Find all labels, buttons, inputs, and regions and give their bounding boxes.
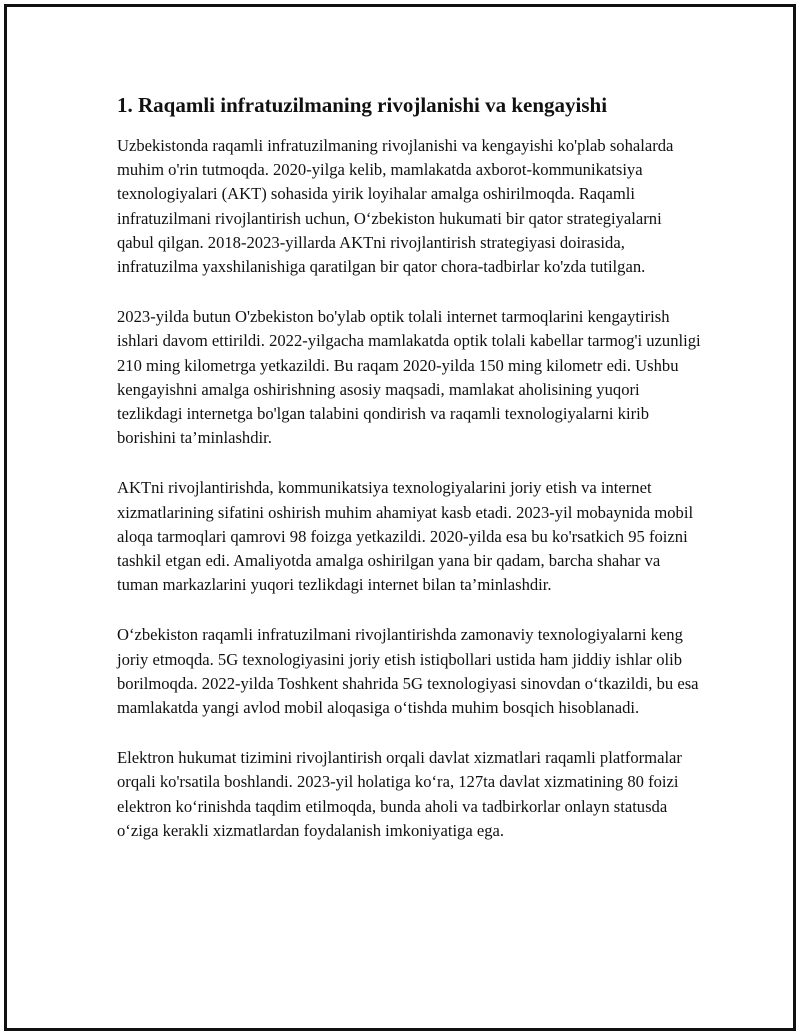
paragraph-5: Elektron hukumat tizimini rivojlantirish orqali davlat xizmatlari raqamli platformalar orqali ko'rsatila boshlandi. 2023-yil holatiga ko‘ra, 127ta davlat xizmatining 80 foizi elektron ko‘rinishda taqdim etilmoqda, bunda aholi va tadbirkorlar onlayn statusda o‘ziga kerakli xizmatlardan foydalanish imkoniyatiga ega. [117,748,682,840]
paragraph-1: Uzbekistonda raqamli infratuzilmaning rivojlanishi va kengayishi ko'plab sohalarda muhim o'rin tutmoqda. 2020-yilga kelib, mamlakatda axborot-kommunikatsiya texnologiyalari (AKT) sohasida yirik loyihalar amalga oshirilmoqda. Raqamli infratuzilmani rivojlantirish uchun, O‘zbekiston hukumati bir qator strategiyalarni qabul qilgan. 2018-2023-yillarda AKTni rivojlantirish strategiyasi doirasida, infratuzilma yaxshilanishiga qaratilgan bir qator chora-tadbirlar ko'zda tutilgan. [117,136,674,277]
document-body [117,90,702,843]
paragraph-3: AKTni rivojlantirishda, kommunikatsiya texnologiyalarini joriy etish va internet xizmatlarining sifatini oshirish muhim ahamiyat kasb etadi. 2023-yil mobaynida mobil aloqa tarmoqlari qamrovi 98 foizga yetkazildi. 2020-yilda esa bu ko'rsatkich 95 foizni tashkil etgan edi. Amaliyotda amalga oshirilgan yana bir qadam, barcha shahar va tuman markazlarini yuqori tezlikdagi internet bilan ta’minlashdir. [117,478,694,595]
paragraph-4: O‘zbekiston raqamli infratuzilmani rivojlantirishda zamonaviy texnologiyalarni keng joriy etmoqda. 5G texnologiyasini joriy etish istiqbollari ustida ham jiddiy ishlar olib borilmoqda. 2022-yilda Toshkent shahrida 5G texnologiyasi sinovdan o‘tkazildi, bu esa mamlakatda yangi avlod mobil aloqasiga o‘tishda muhim bosqich hisoblanadi. [117,625,699,718]
section-heading: 1. Raqamli infratuzilmaning rivojlanishi va kengayishi [117,93,608,117]
paragraph-2: 2023-yilda butun O'zbekiston bo'ylab optik tolali internet tarmoqlarini kengaytirish ishlari davom ettirildi. 2022-yilgacha mamlakatda optik tolali kabellar tarmog'i uzunligi 210 ming kilometrga yetkazildi. Bu raqam 2020-yilda 150 ming kilometr edi. Ushbu kengayishni amalga oshirishning asosiy maqsadi, mamlakat aholisining yuqori tezlikdagi internetga bo'lgan talabini qondirish va raqamli texnologiyalarni kirib borishini ta’minlashdir. [117,307,701,448]
